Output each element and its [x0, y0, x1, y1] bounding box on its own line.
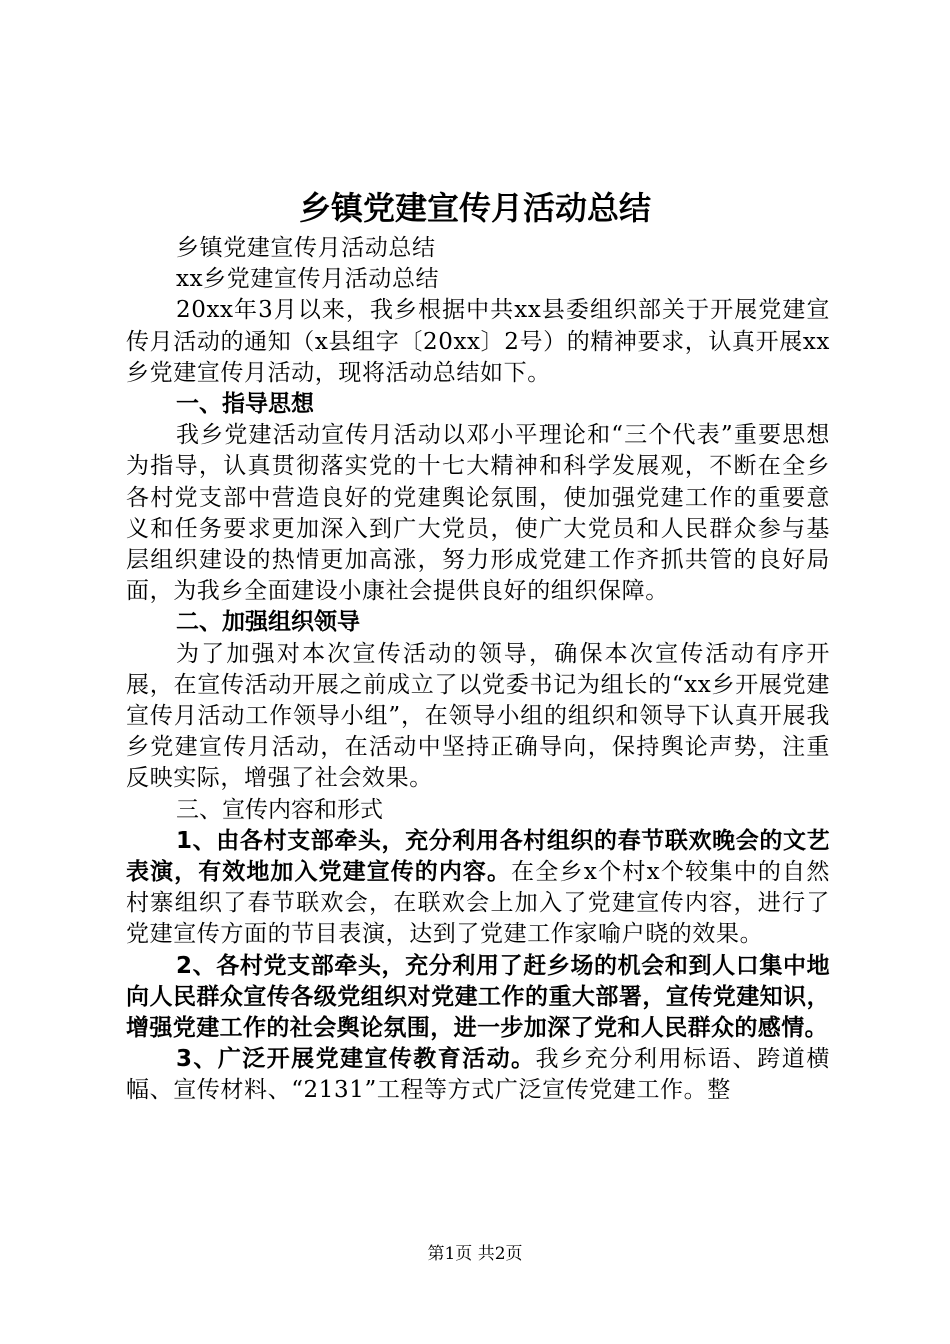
item-lead-bold: 3、广泛开展党建宣传教育活动。 — [176, 1046, 536, 1073]
intro-paragraph: 20xx年3月以来，我乡根据中共xx县委组织部关于开展党建宣传月活动的通知（x县组字〔20xx〕2号）的精神要求，认真开展xx乡党建宣传月活动，现将活动总结如下。 — [126, 297, 830, 386]
item-text: 在全乡x个村x个较集中的自然村寨组织了春节联欢会，在联欢会上加入了党建宣传内容，进行了党建宣传方面的节目表演，达到了党建工作家喻户晓的效果。 — [126, 859, 831, 948]
section-paragraph: 为了加强对本次宣传活动的领导，确保本次宣传活动有序开展，在宣传活动开展之前成立了以党委书记为组长的“xx乡开展党建宣传月活动工作领导小组”，在领导小组的组织和领导下认真开展我乡党建宣传月活动，在活动中坚持正确导向，保持舆论声势，注重反映实际，增强了社会效果。 — [126, 640, 830, 792]
page-footer: 第1页 共2页 — [427, 1244, 523, 1264]
item-lead-bold: 1、由各村支部牵头，充分利用各村组织的春节联欢晚会的文艺表演，有效地加入党建宣传的内容。 — [126, 827, 830, 886]
list-item — [126, 951, 830, 1045]
list-item — [126, 1044, 830, 1106]
item-lead-bold: 2、各村党支部牵头，充分利用了赶乡场的机会和到人口集中地向人民群众宣传各级党组织对党建工作的重大部署，宣传党建知识，增强党建工作的社会舆论氛围，进一步加深了党和人民群众的感情。 — [126, 952, 830, 1042]
subtitle-line: 乡镇党建宣传月活动总结 — [176, 235, 436, 261]
list-item — [126, 826, 830, 951]
section-heading: 二、加强组织领导 — [176, 609, 360, 636]
subtitle-line: xx乡党建宣传月活动总结 — [176, 266, 440, 293]
section-heading: 三、宣传内容和形式 — [176, 796, 383, 823]
section-heading: 一、指导思想 — [176, 391, 314, 418]
document-title: 乡镇党建宣传月活动总结 — [298, 189, 651, 227]
item-text: 我乡充分利用标语、跨道横幅、宣传材料、“2131”工程等方式广泛宣传党建工作。整 — [126, 1046, 830, 1104]
document-body — [126, 233, 830, 1107]
section-paragraph: 我乡党建活动宣传月活动以邓小平理论和“三个代表”重要思想为指导，认真贯彻落实党的十七大精神和科学发展观，不断在全乡各村党支部中营造良好的党建舆论氛围，使加强党建工作的重要意义和任务要求更加深入到广大党员，使广大党员和人民群众参与基层组织建设的热情更加高涨，努力形成党建工作齐抓共管的良好局面，为我乡全面建设小康社会提供良好的组织保障。 — [126, 422, 830, 605]
